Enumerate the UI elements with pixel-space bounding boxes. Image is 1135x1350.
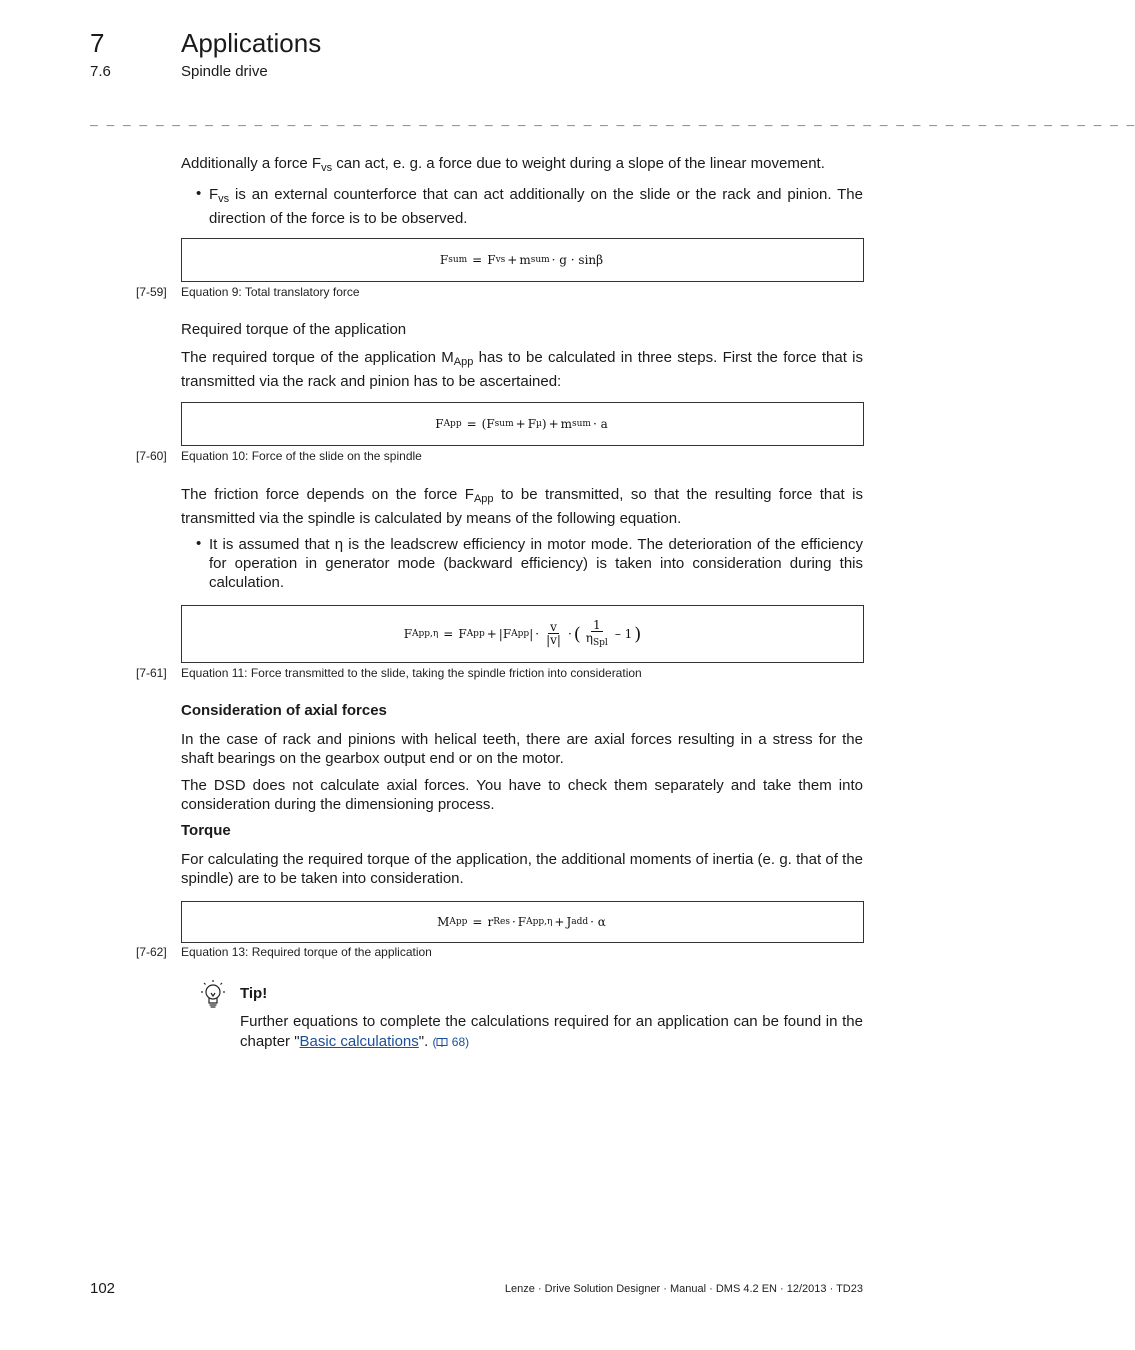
equation-box-slide-force: F App = (F sum + F µ ) + m sum · a	[181, 402, 864, 446]
paragraph-dsd-axial: The DSD does not calculate axial forces. You have to check them separately and take them into consideration during the dimensioning process.	[181, 777, 863, 813]
fraction-v-over-abs-v: $\frac{v}{|v|}$	[546, 620, 561, 647]
fraction-one-over-eta: $\frac{1}{\eta_{Spl}}$	[585, 617, 608, 648]
paragraph-required-torque: The required torque of the application $M_{App}$ has to be calculated in three steps. First the force that is transmitted via the rack and pinion has to be ascertained:	[181, 349, 863, 390]
paragraph-friction-force: The friction force depends on the force $F_{App}$ to be transmitted, so that the resulting force that is transmitted via the spindle is calculated by means of the following equation.	[181, 486, 863, 527]
equation-box-spindle-friction: F App,η = F App + |F App | · $\frac{v}{|v|}$ · ( $\frac{1}{\eta_{Spl}}$ – 1 )	[181, 605, 864, 663]
chapter-number: 7	[90, 28, 105, 58]
equation-box-total-force: F sum = F vs + m sum · g · sinβ	[181, 238, 864, 282]
equation-number: [7-60]	[136, 449, 167, 463]
heading-axial-forces: Consideration of axial forces	[181, 702, 387, 719]
paragraph-axial-forces: In the case of rack and pinions with helical teeth, there are axial forces resulting in a stress for the shaft bearings on the gearbox output end or on the motor.	[181, 731, 863, 767]
bullet-mark: •	[196, 185, 202, 202]
page-reference-link[interactable]: ( 68)	[432, 1035, 470, 1049]
header-separator: _ _ _ _ _ _ _ _ _ _ _ _ _ _ _ _ _ _ _ _ _ _ _ _ _ _ _ _ _ _ _ _ _ _ _ _ _ _ _ _ _ _ _ _ _ _ _ _ _ _ _ _ _ _ _ _ _ _ _ _ _ _ _ _	[90, 112, 1135, 127]
chapter-title: Applications	[181, 28, 322, 58]
lightbulb-icon	[196, 978, 230, 1012]
section-title: Spindle drive	[181, 63, 268, 80]
tip-text: Further equations to complete the calculations required for an application can be found in the chapter "Basic calculations". ( 68)	[240, 1013, 863, 1050]
book-icon	[436, 1037, 448, 1047]
equation-number: [7-61]	[136, 666, 167, 680]
paragraph-torque: For calculating the required torque of the application, the additional moments of inertia (e. g. that of the spindle) are to be taken into consideration.	[181, 851, 863, 887]
equation-caption: Equation 11: Force transmitted to the slide, taking the spindle friction into consideration	[181, 666, 642, 680]
bullet-leadscrew-efficiency: It is assumed that η is the leadscrew efficiency in motor mode. The deterioration of the efficiency for operation in generator mode (backward efficiency) is taken into consideration during this calculation.	[209, 536, 863, 591]
page-number: 102	[90, 1280, 116, 1297]
equation-caption: Equation 10: Force of the slide on the spindle	[181, 449, 422, 463]
tip-label: Tip!	[240, 985, 268, 1002]
basic-calculations-link[interactable]: Basic calculations	[299, 1033, 419, 1050]
section-number: 7.6	[90, 63, 111, 80]
equation-caption: Equation 9: Total translatory force	[181, 285, 360, 299]
equation-number: [7-59]	[136, 285, 167, 299]
bullet-mark: •	[196, 535, 202, 552]
paragraph-force-fvs: Additionally a force $F_{vs}$ can act, e. g. a force due to weight during a slope of the linear movement.	[181, 155, 825, 174]
equation-number: [7-62]	[136, 945, 167, 959]
equation-caption: Equation 13: Required torque of the application	[181, 945, 432, 959]
heading-torque: Torque	[181, 822, 231, 839]
footer-document-info: Lenze · Drive Solution Designer · Manual · DMS 4.2 EN · 12/2013 · TD23	[504, 1283, 863, 1295]
equation-box-required-torque: M App = r Res · F App,η + J add · α	[181, 901, 864, 943]
bullet-fvs-counterforce: $F_{vs}$ is an external counterforce that can act additionally on the slide or the rack and pinion. The direction of the force is to be observed.	[209, 186, 863, 227]
subheading-required-torque: Required torque of the application	[181, 321, 407, 338]
